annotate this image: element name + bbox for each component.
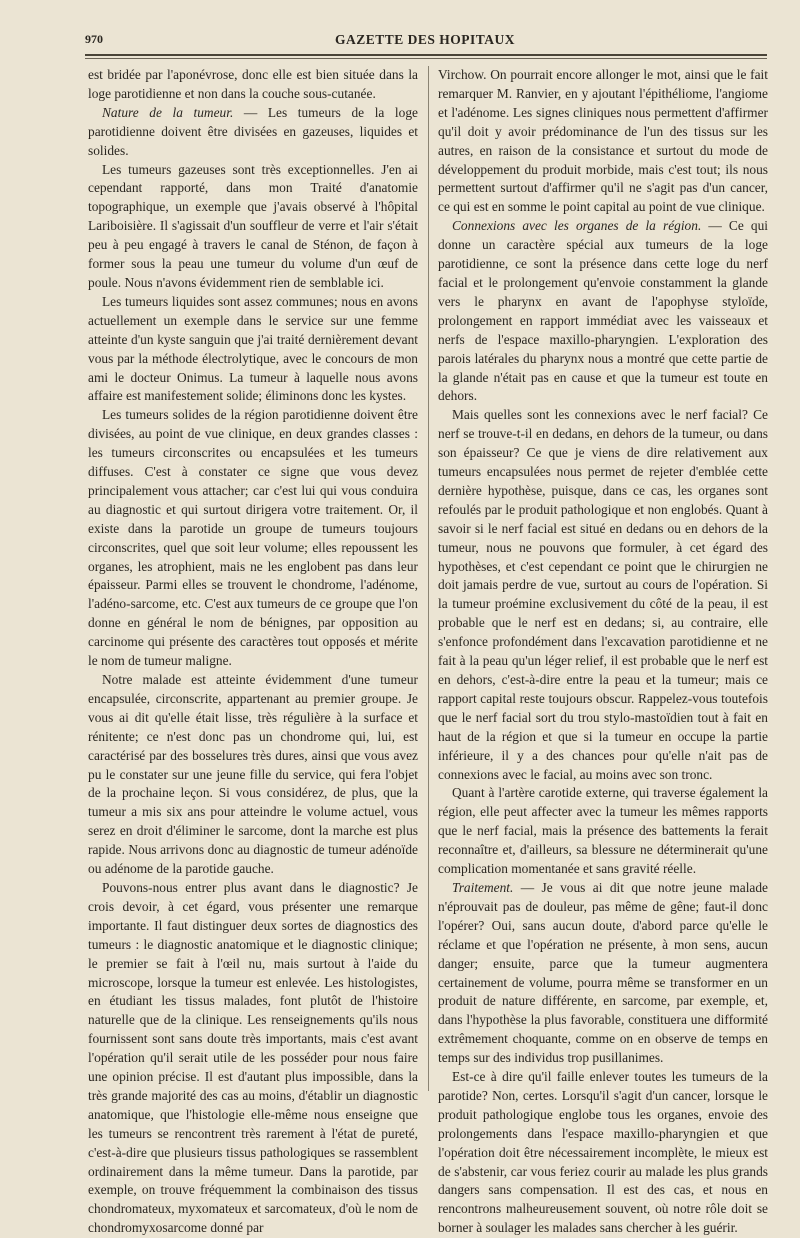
paragraph-text: — Ce qui donne un caractère spécial aux tumeurs de la loge parotidienne, ce sont la présence dans cette loge du nerf facial et le prolongement qu'envoie constamment la glande vers le pharynx en avant de l'apophyse styloïde, prolongement en rapport immédiat avec les vaisseaux et nerfs de l'espace maxillo-pharyngien. L'exploration des parois latérales du pharynx nous a montré que cette partie de la glande n'était pas en cause et que la tumeur est toute en dehors. bbox=[438, 218, 768, 404]
page-header bbox=[85, 30, 765, 52]
paragraph: Les tumeurs liquides sont assez communes; nous en avons actuellement un exemple dans le service sur une femme atteinte d'un kyste sanguin que j'ai traité dernièrement devant vous par la méthode électrolytique, avec le concours de mon ami le docteur Onimus. La tumeur à laquelle nous avons affaire est manifestement solide; éliminons donc les kystes. bbox=[88, 293, 418, 404]
paragraph-text: — Je vous ai dit que notre jeune malade n'éprouvait pas de douleur, pas même de gêne; faut-il donc l'opérer? Oui, sans aucun doute, d'abord parce qu'elle le réclame et que l'opération ne présente, à mon sens, aucun danger; ensuite, parce que la tumeur augmentera certainement de volume, pourra même se transformer en un produit de nature différente, en sarcome, par exemple, et, dans l'hypothèse la plus favorable, constituera une difformité extrêmement choquante, comme on en observe de temps en temps sur des individus trop pusillanimes. bbox=[438, 879, 768, 1066]
paragraph: Les tumeurs solides de la région parotidienne doivent être divisées, au point de vue clinique, en deux grandes classes : les tumeurs circonscrites ou encapsulées et les tumeurs diffuses. C'est à constater ce signe que vous devez principalement vous attacher; car c'est lui qui vous conduira au diagnostic et qui surtout dirigera votre traitement. Or, il existe dans la parotide un groupe de tumeurs toujours circonscrites, quel que soit leur volume; elles repoussent les organes, les atrophient, mais ne les englobent pas dans leur épaisseur. Parmi elles se trouvent le chondrome, l'adénome, l'adéno-sarcome, etc. C'est aux tumeurs de ce groupe que l'on donne en général le nom de bénignes, par opposition au carcinome qui présente des caractères tout opposés et mérite le nom de tumeur maligne. bbox=[88, 407, 418, 669]
journal-title: GAZETTE DES HOPITAUX bbox=[334, 32, 516, 47]
paragraph bbox=[438, 879, 768, 1068]
paragraph: est bridée par l'aponévrose, donc elle est bien située dans la loge parotidienne et non dans la couche sous-cutanée. bbox=[88, 67, 418, 101]
section-rubric: Connexions avec les organes de la région. bbox=[452, 218, 702, 234]
paragraph: Les tumeurs gazeuses sont très exceptionnelles. J'en ai cependant rapporté, dans mon Traité d'anatomie topographique, un exemple que j'avais observé à l'hôpital Lariboisière. Il s'agissait d'un souffleur de verre et l'air s'était peu à peu engagé à travers le canal de Sténon, de façon à former sous la peau une tumeur du volume d'un œuf de poule. Nous n'avons évidemment rien de semblable ici. bbox=[88, 161, 418, 290]
paragraph: Virchow. On pourrait encore allonger le mot, ainsi que le fait remarquer M. Ranvier, en y ajoutant l'épithéliome, l'angiome et l'adénome. Les signes cliniques nous permettent d'affirmer qu'il doit y avoir prédominance de l'un des tissus sur les autres, en raison de la consistance et surtout du mode de développement du produit morbide, mais c'est tout; ils nous permettent surtout d'affirmer qu'il ne s'agit pas d'un cancer, ce qui est en somme le point capital au point de vue clinique. bbox=[438, 67, 768, 215]
paragraph: Quant à l'artère carotide externe, qui traverse également la région, elle peut affecter avec la tumeur les mêmes rapports que le nerf facial, mais la présence des battements la ferait reconnaître et, d'ailleurs, sa blessure ne déterminerait qu'une complication momentanée et sans gravité réelle. bbox=[438, 785, 768, 877]
paragraph bbox=[438, 217, 768, 406]
column-divider bbox=[428, 66, 429, 1091]
header-rule-thin bbox=[85, 58, 767, 59]
paragraph: Mais quelles sont les connexions avec le nerf facial? Ce nerf se trouve-t-il en dedans, en dehors de la tumeur, ou dans son épaisseur? Ce que je viens de dire relativement aux tumeurs encapsulées nous permet de rejeter d'emblée cette dernière hypothèse, puisque, dans ce cas, les organes sont refoulés par le produit pathologique et non englobés. Quant à savoir si le nerf facial est situé en dedans ou en dehors de la tumeur, nous ne pouvons que formuler, à cet égard des hypothèses, et c'est cependant ce point que le chirurgien ne doit jamais perdre de vue, surtout au cours de l'opération. Si la tumeur proémine exclusivement du côté de la peau, il est probable que le nerf est en dedans; si, au contraire, elle s'enfonce profondément dans l'excavation parotidienne et ne fait à la peau qu'un léger relief, il est probable que le nerf est en dehors, c'est-à-dire entre la peau et la tumeur; mais ce rapport capital reste toujours obscur. Rappelez-vous toutefois que le nerf facial sort du trou stylo-mastoïdien tout à fait en haut de la région et que si la tumeur en occupe la partie inférieure, il y a des chances pour qu'elle n'ait pas de connexions avec le facial, au moins avec son tronc. bbox=[438, 407, 768, 782]
right-column bbox=[438, 66, 768, 1236]
left-column bbox=[88, 66, 418, 1236]
section-rubric: Nature de la tumeur. bbox=[102, 104, 234, 120]
section-rubric: Traitement. bbox=[452, 879, 514, 895]
paragraph bbox=[88, 104, 418, 161]
page-number: 970 bbox=[85, 32, 103, 46]
header-rule-thick bbox=[85, 54, 767, 56]
paragraph: Pouvons-nous entrer plus avant dans le diagnostic? Je crois devoir, à cet égard, vous présenter une remarque importante. Il faut distinguer deux sortes de diagnostics des tumeurs : le diagnostic anatomique et le diagnostic clinique; le premier se fait à l'œil nu, mais surtout à l'aide du microscope, lorsque la tumeur est enlevée. Les histologistes, en étudiant les tissus malades, font plutôt de l'histoire naturelle que de la clinique. Les renseignements qu'ils nous fournissent sont sans doute très importants, mais c'est avant l'opération qu'il serait utile de les posséder pour nous faire une opinion précise. Il est d'autant plus impossible, dans la très grande majorité des cas au moins, d'établir un diagnostic anatomique, que l'histologie elle-même nous enseigne que les tumeurs se rencontrent très rarement à l'état de pureté, c'est-à-dire que plusieurs tissus pathologiques se rassemblent ordinairement dans la même tumeur. Dans la parotide, par exemple, on trouve fréquemment la combinaison des tissus chondromateux, myxomateux et sarcomateux, d'où le nom de chondromyxosarcome donné par bbox=[88, 879, 418, 1236]
paragraph: Notre malade est atteinte évidemment d'une tumeur encapsulée, circonscrite, appartenant au premier groupe. Je vous ai dit qu'elle était lisse, très régulière à la surface et rénitente; ce n'est donc pas un chondrome qui, lui, est caractérisé par des bosselures très dures, ainsi que vous avez pu le constater sur une jeune fille du service, qui fera l'objet de la prochaine leçon. Si vous considérez, de plus, que la tumeur a mis six ans pour atteindre le volume actuel, vous serez en droit d'éliminer le sarcome, dont la marche est plus rapide. Nous arrivons donc au diagnostic de tumeur adénoïde ou adénome de la parotide gauche. bbox=[88, 672, 418, 877]
paragraph: Est-ce à dire qu'il faille enlever toutes les tumeurs de la parotide? Non, certes. Lorsqu'il s'agit d'un cancer, lorsque le produit pathologique englobe tous les organes, envoie des prolongements dans l'espace maxillo-pharyngien et que l'opération doit être nécessairement incomplète, le mieux est de s'abstenir, car vous feriez courir au malade les plus grands dangers sans compensation. Il est des cas, et nous en rencontrons malheureusement souvent, où notre rôle doit se borner à soulager les malades sans chercher à les guérir. bbox=[438, 1069, 768, 1236]
paragraph-text: — Les tumeurs de la loge parotidienne doivent être divisées en gazeuses, liquides et solides. bbox=[88, 104, 418, 158]
